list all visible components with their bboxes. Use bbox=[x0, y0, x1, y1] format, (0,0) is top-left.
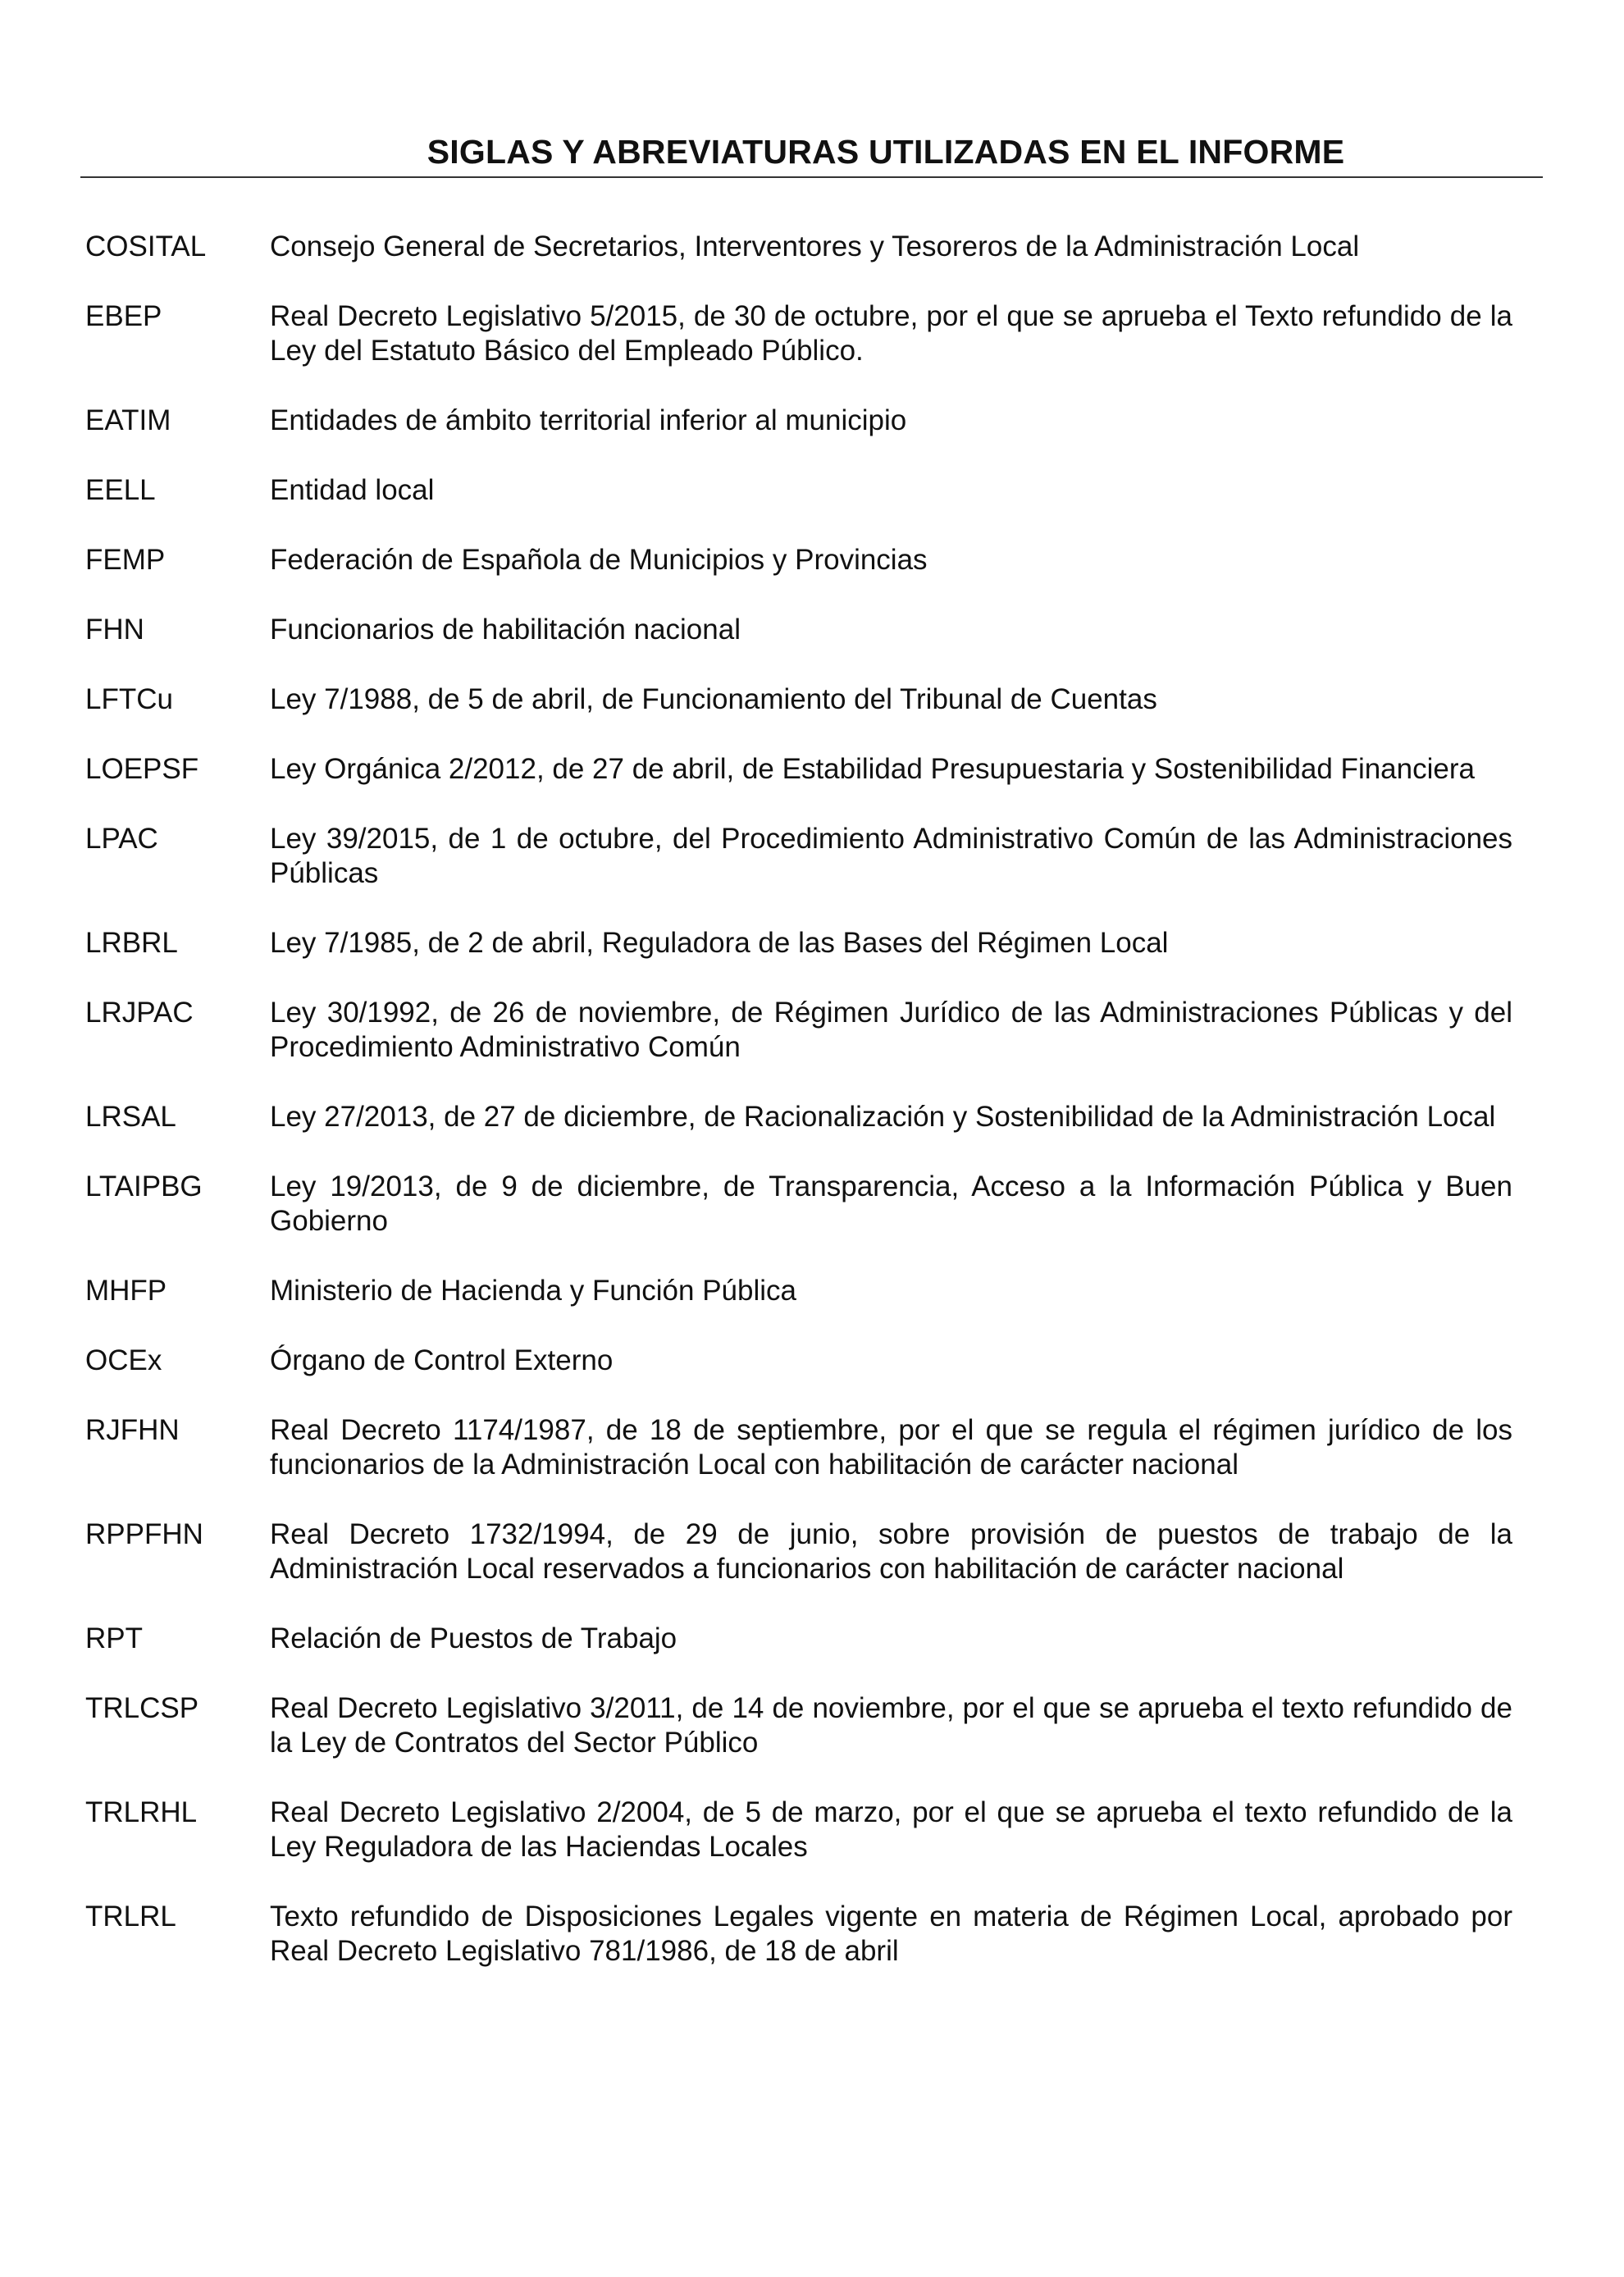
entry-term: FEMP bbox=[85, 544, 166, 576]
glossary-entry bbox=[85, 473, 1512, 508]
glossary-entry bbox=[85, 1622, 1512, 1656]
entry-definition: Ley Orgánica 2/2012, de 27 de abril, de Estabilidad Presupuestaria y Sostenibilidad Financiera bbox=[270, 753, 1475, 785]
entry-term: OCEx bbox=[85, 1344, 162, 1376]
entry-term: EATIM bbox=[85, 404, 171, 436]
glossary-entry bbox=[85, 682, 1512, 717]
entry-definition: Ley 7/1988, de 5 de abril, de Funcionamiento del Tribunal de Cuentas bbox=[270, 683, 1157, 715]
glossary-entry bbox=[85, 996, 1512, 1065]
glossary-entry bbox=[85, 926, 1512, 961]
entry-definition: Real Decreto 1174/1987, de 18 de septiembre, por el que se regula el régimen jurídico de los funcionarios de la Administración Local con habilitación de carácter nacional bbox=[270, 1414, 1512, 1481]
entry-definition: Ley 27/2013, de 27 de diciembre, de Racionalización y Sostenibilidad de la Administración Local bbox=[270, 1101, 1496, 1133]
glossary-entry bbox=[85, 1344, 1512, 1378]
glossary-entry bbox=[85, 1100, 1512, 1134]
glossary-entry bbox=[85, 822, 1512, 891]
entry-definition: Real Decreto 1732/1994, de 29 de junio, sobre provisión de puestos de trabajo de la Administración Local reservados a funcionarios con habilitación de carácter nacional bbox=[270, 1518, 1512, 1585]
entry-definition: Relación de Puestos de Trabajo bbox=[270, 1622, 677, 1654]
entry-term: RPT bbox=[85, 1622, 143, 1654]
entry-definition: Real Decreto Legislativo 3/2011, de 14 de noviembre, por el que se aprueba el texto refundido de la Ley de Contratos del Sector Público bbox=[270, 1692, 1512, 1759]
entry-definition: Ley 39/2015, de 1 de octubre, del Procedimiento Administrativo Común de las Administraciones Públicas bbox=[270, 823, 1512, 889]
glossary-entry bbox=[85, 230, 1512, 264]
glossary-entry bbox=[85, 404, 1512, 438]
entry-definition: Real Decreto Legislativo 2/2004, de 5 de marzo, por el que se aprueba el texto refundido de la Ley Reguladora de las Haciendas Locales bbox=[270, 1796, 1512, 1863]
entry-definition: Federación de Española de Municipios y Provincias bbox=[270, 544, 928, 576]
entry-definition: Entidades de ámbito territorial inferior al municipio bbox=[270, 404, 907, 436]
entry-definition: Texto refundido de Disposiciones Legales vigente en materia de Régimen Local, aprobado por Real Decreto Legislativo 781/1986, de 18 de abril bbox=[270, 1901, 1512, 1967]
glossary-entry bbox=[85, 1900, 1512, 1969]
entry-term: EBEP bbox=[85, 300, 162, 332]
entry-term: TRLCSP bbox=[85, 1692, 199, 1724]
entry-term: LTAIPBG bbox=[85, 1170, 203, 1202]
glossary-list bbox=[85, 230, 1512, 2004]
entry-term: LRSAL bbox=[85, 1101, 176, 1133]
entry-term: RPPFHN bbox=[85, 1518, 203, 1550]
glossary-entry bbox=[85, 1796, 1512, 1864]
entry-term: LOEPSF bbox=[85, 753, 199, 785]
glossary-entry bbox=[85, 752, 1512, 787]
glossary-entry bbox=[85, 1274, 1512, 1308]
glossary-entry bbox=[85, 1691, 1512, 1760]
entry-term: LRBRL bbox=[85, 927, 178, 959]
entry-definition: Consejo General de Secretarios, Interventores y Tesoreros de la Administración Local bbox=[270, 230, 1360, 262]
glossary-entry bbox=[85, 1170, 1512, 1239]
entry-term: RJFHN bbox=[85, 1414, 180, 1446]
entry-definition: Ley 19/2013, de 9 de diciembre, de Transparencia, Acceso a la Información Pública y Buen Gobierno bbox=[270, 1170, 1512, 1237]
entry-term: EELL bbox=[85, 474, 156, 506]
entry-term: COSITAL bbox=[85, 230, 207, 262]
entry-definition: Entidad local bbox=[270, 474, 435, 506]
glossary-entry bbox=[85, 543, 1512, 577]
entry-term: LPAC bbox=[85, 823, 158, 855]
entry-definition: Ministerio de Hacienda y Función Pública bbox=[270, 1275, 796, 1307]
entry-definition: Órgano de Control Externo bbox=[270, 1344, 614, 1376]
entry-definition: Funcionarios de habilitación nacional bbox=[270, 614, 741, 646]
entry-term: LRJPAC bbox=[85, 997, 194, 1029]
entry-term: FHN bbox=[85, 614, 144, 646]
entry-term: TRLRL bbox=[85, 1901, 176, 1932]
title-divider bbox=[80, 176, 1543, 178]
entry-definition: Ley 7/1985, de 2 de abril, Reguladora de las Bases del Régimen Local bbox=[270, 927, 1169, 959]
glossary-entry bbox=[85, 299, 1512, 368]
entry-term: TRLRHL bbox=[85, 1796, 198, 1828]
entry-definition: Ley 30/1992, de 26 de noviembre, de Régimen Jurídico de las Administraciones Públicas y del Procedimiento Administrativo Común bbox=[270, 997, 1512, 1063]
entry-definition: Real Decreto Legislativo 5/2015, de 30 de octubre, por el que se aprueba el Texto refundido de la Ley del Estatuto Básico del Empleado Público. bbox=[270, 300, 1512, 367]
entry-term: MHFP bbox=[85, 1275, 167, 1307]
glossary-entry bbox=[85, 613, 1512, 647]
glossary-entry bbox=[85, 1413, 1512, 1482]
glossary-entry bbox=[85, 1517, 1512, 1586]
entry-term: LFTCu bbox=[85, 683, 173, 715]
page-title: SIGLAS Y ABREVIATURAS UTILIZADAS EN EL INFORME bbox=[427, 133, 1345, 171]
